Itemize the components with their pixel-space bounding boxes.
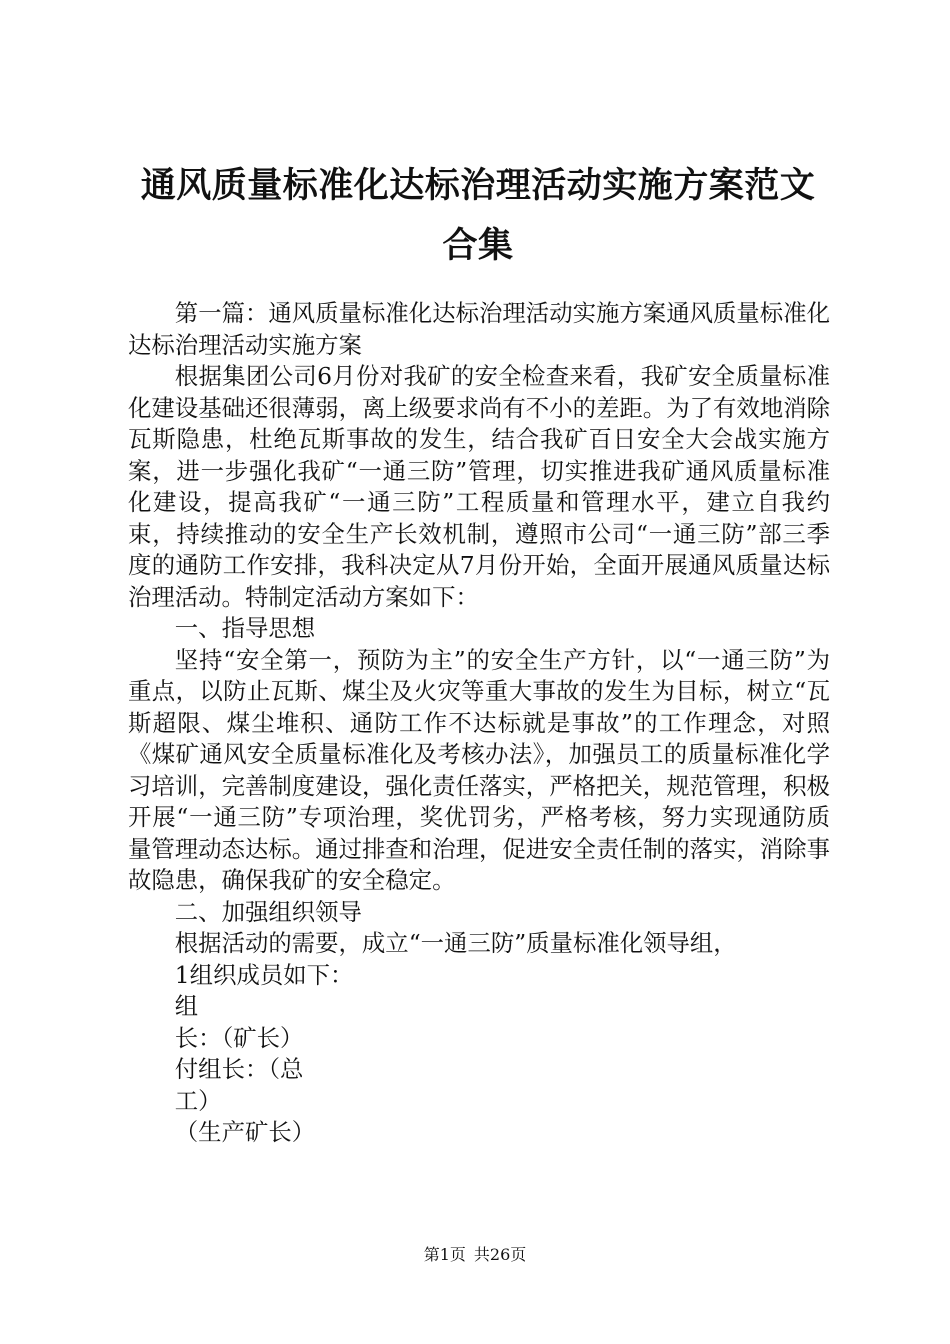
- list-line: 组: [174, 992, 199, 1020]
- section-heading-leadership: 二、加强组织领导: [174, 897, 362, 926]
- list-line: （生产矿长）: [174, 1118, 316, 1146]
- list-line: 付组长：（总: [174, 1055, 304, 1083]
- section-heading-guiding-idea: 一、指导思想: [174, 614, 316, 642]
- paragraph-guiding-idea: 坚持“安全第一，预防为主”的安全生产方针，以“一通三防”为重点，以防止瓦斯、煤尘及火灾等重大事故的发生为目标，树立“瓦斯超限、煤尘堆积、通防工作不达标就是事故”的工作理念，对照《煤矿通风安全质量标准化及考核办法》，加强员工的质量标准化学习培训，完善制度建设，强化责任落实，严格把关，规范管理，积极开展“一通三防”专项治理，奖优罚劣，严格考核，努力实现通防质量管理动态达标。通过排查和治理，促进安全责任制的落实，消除事故隐患，确保我矿的安全稳定。: [128, 645, 830, 894]
- document-body: [128, 298, 830, 1149]
- list-line: 长：（矿长）: [174, 1023, 304, 1052]
- page-number: 第1页: [423, 1245, 466, 1264]
- list-line: 工）: [174, 1086, 222, 1115]
- paragraph-heading-first: 第一篇：通风质量标准化达标治理活动实施方案通风质量标准化达标治理活动实施方案: [128, 299, 830, 359]
- paragraph-background: 根据集团公司6月份对我矿的安全检查来看，我矿安全质量标准化建设基础还很薄弱，离上级要求尚有不小的差距。为了有效地消除瓦斯隐患，杜绝瓦斯事故的发生，结合我矿百日安全大会战实施方案，进一步强化我矿“一通三防”管理，切实推进我矿通风质量标准化建设，提高我矿“一通三防”工程质量和管理水平，建立自我约束，持续推动的安全生产长效机制，遵照市公司“一通三防”部三季度的通防工作安排，我科决定从7月份开始，全面开展通风质量达标治理活动。特制定活动方案如下：: [128, 362, 830, 611]
- paragraph-leadership: 根据活动的需要，成立“一通三防”质量标准化领导组，: [174, 929, 737, 957]
- list-line: 1组织成员如下：: [174, 960, 354, 989]
- page-footer: [0, 1244, 950, 1266]
- document-title: 通风质量标准化达标治理活动实施方案范文合集: [140, 166, 816, 266]
- page-total: 共26页: [473, 1245, 527, 1264]
